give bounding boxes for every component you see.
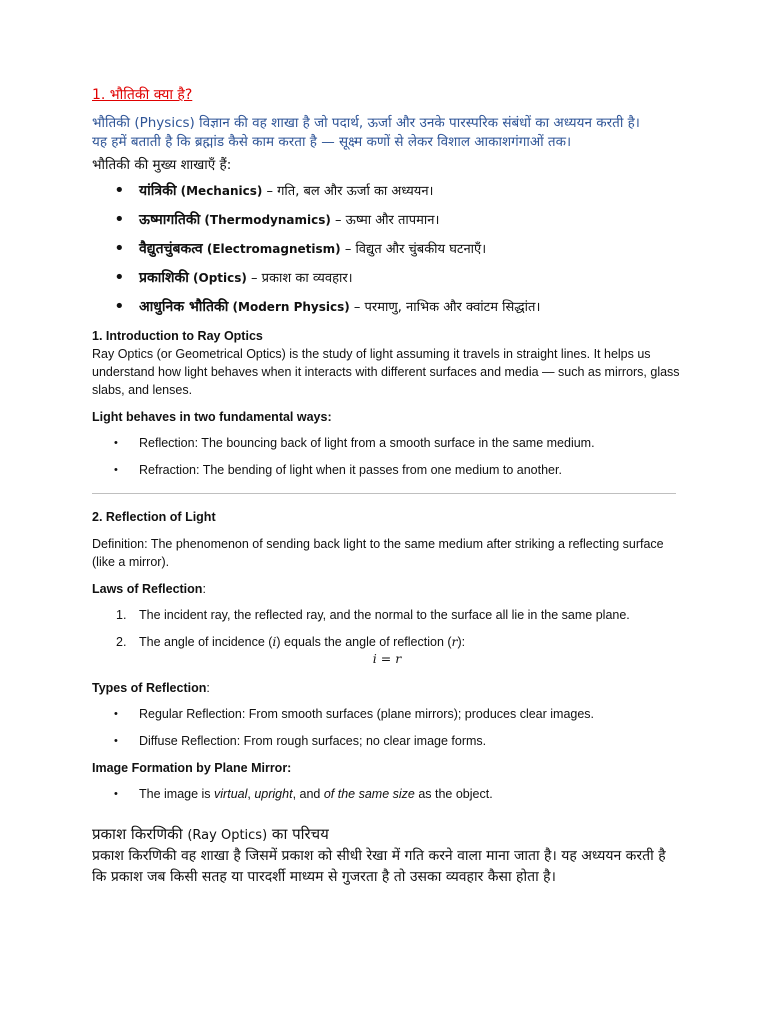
ray-optics-title: 1. Introduction to Ray Optics — [92, 329, 263, 343]
list-item: • Refraction: The bending of light when it passes from one medium to another. — [92, 461, 682, 479]
list-item: • Reflection: The bouncing back of light from a smooth surface in the same medium. — [92, 434, 682, 452]
list-item: • प्रकाशिकी (Optics) – प्रकाश का व्यवहार। — [92, 269, 682, 288]
list-item: • आधुनिक भौतिकी (Modern Physics) – परमाणु, नाभिक और क्वांटम सिद्धांत। — [92, 298, 682, 317]
hindi-ray-optics-body: प्रकाश किरणिकी वह शाखा है जिसमें प्रकाश को सीधी रेखा में गति करने वाला माना जाता है। यह अध्ययन करती है कि प्रकाश जब किसी सतह या पारदर्शी माध्यम से गुजरता है तो उसका व्यवहार कैसा होता है। — [92, 848, 666, 885]
intro-line-1: भौतिकी (Physics) विज्ञान की वह शाखा है जो पदार्थ, ऊर्जा और उनके पारस्परिक संबंधों का अध्ययन करती है। — [92, 115, 640, 131]
equation: i = r — [372, 651, 402, 666]
branches-heading: भौतिकी की मुख्य शाखाएँ हैं: — [92, 157, 232, 173]
laws-list — [92, 606, 682, 651]
list-item: • यांत्रिकी (Mechanics) – गति, बल और ऊर्जा का अध्ययन। — [92, 182, 682, 201]
document-page — [92, 86, 682, 888]
hindi-ray-optics-title: प्रकाश किरणिकी (Ray Optics) का परिचय — [92, 825, 329, 843]
list-item: • Diffuse Reflection: From rough surfaces; no clear image forms. — [92, 732, 682, 750]
intro-line-2: यह हमें बताती है कि ब्रह्मांड कैसे काम करता है — सूक्ष्म कणों से लेकर विशाल आकाशगंगाओं तक। — [92, 134, 572, 150]
ray-optics-body: Ray Optics (or Geometrical Optics) is the study of light assuming it travels in straight lines. It helps us understand how light behaves when it interacts with different surfaces and media — such as mirrors, glass slabs, and lenses. — [92, 347, 680, 397]
list-item: • The image is virtual, upright, and of the same size as the object. — [92, 785, 682, 803]
branches-list — [92, 182, 682, 317]
reflection-definition: Definition: The phenomenon of sending back light to the same medium after striking a reflecting surface (like a mirror). — [92, 537, 664, 569]
ways-list — [92, 434, 682, 479]
list-item: • वैद्युतचुंबकत्व (Electromagnetism) – विद्युत और चुंबकीय घटनाएँ। — [92, 240, 682, 259]
list-item: 1. The incident ray, the reflected ray, and the normal to the surface all lie in the same plane. — [116, 608, 630, 622]
reflection-title: 2. Reflection of Light — [92, 510, 216, 524]
list-item: 2. The angle of incidence (i) equals the angle of reflection (r): — [116, 634, 466, 649]
list-item: • ऊष्मागतिकी (Thermodynamics) – ऊष्मा और तापमान। — [92, 211, 682, 230]
laws-heading: Laws of Reflection: — [92, 582, 206, 596]
section-title-physics: 1. भौतिकी क्या है? — [92, 87, 193, 103]
list-item: • Regular Reflection: From smooth surfaces (plane mirrors); produces clear images. — [92, 705, 682, 723]
section-divider — [92, 493, 676, 494]
types-heading: Types of Reflection: — [92, 681, 210, 695]
image-formation-heading: Image Formation by Plane Mirror: — [92, 761, 292, 775]
image-formation-list — [92, 785, 682, 803]
ways-heading: Light behaves in two fundamental ways: — [92, 410, 332, 424]
types-list — [92, 705, 682, 750]
